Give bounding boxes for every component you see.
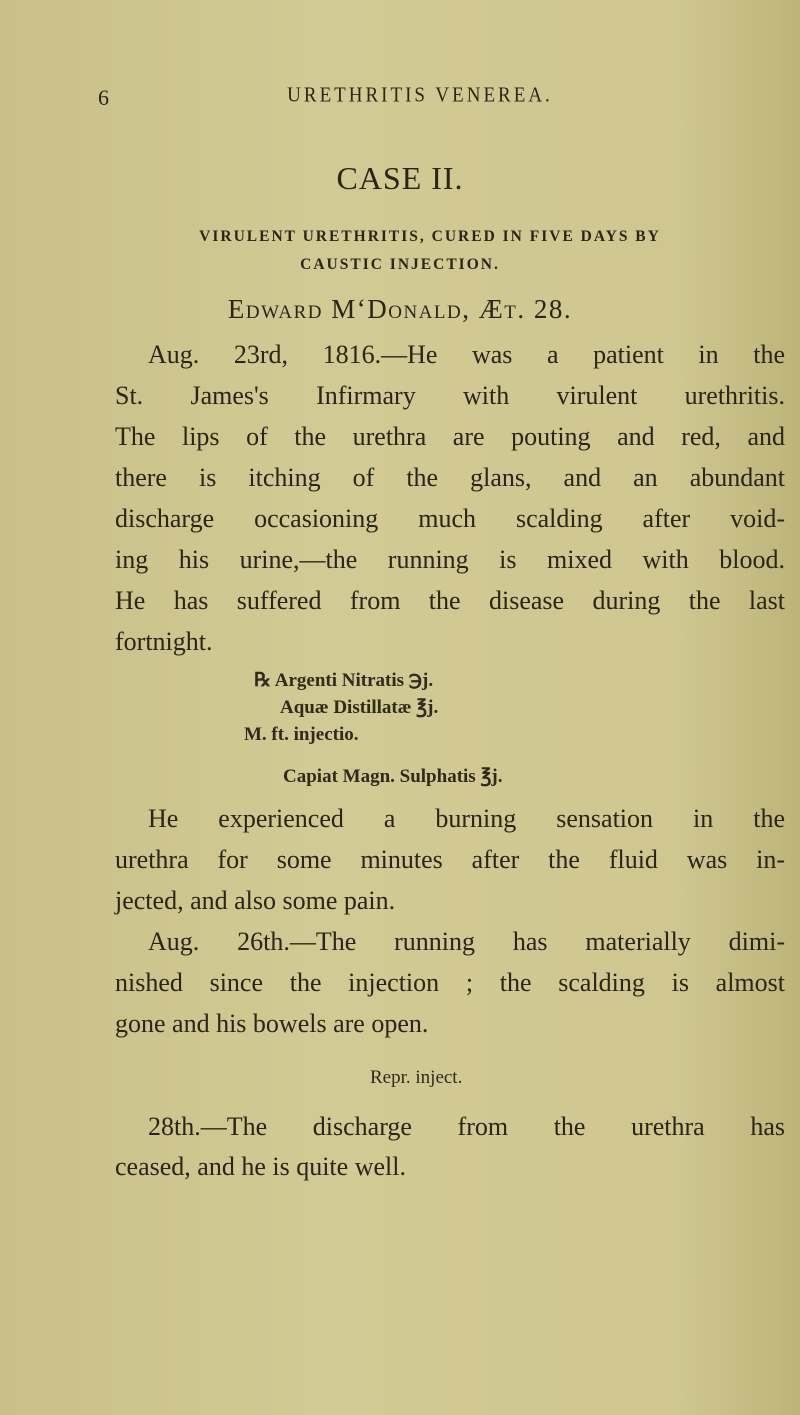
text-line: Aug. 23rd, 1816.—He was a patient in the [148, 340, 785, 369]
text-line: fortnight. [115, 627, 213, 656]
text-line: The lips of the urethra are pouting and red, and [115, 422, 785, 451]
text-line: He experienced a burning sensation in the [148, 804, 785, 833]
repeat-instruction: Repr. inject. [370, 1067, 463, 1088]
text-line: gone and his bowels are open. [115, 1009, 429, 1038]
text-line: jected, and also some pain. [115, 886, 396, 915]
text-line: urethra for some minutes after the fluid was in- [115, 845, 785, 874]
text-line: there is itching of the glans, and an abundant [115, 463, 785, 492]
text-line: He has suffered from the disease during the last [115, 586, 785, 615]
case-subtitle-line: CAUSTIC INJECTION. [300, 256, 500, 273]
text-line: nished since the injection ; the scalding is almost [115, 968, 785, 997]
prescription-line: M. ft. injectio. [244, 724, 359, 745]
prescription-line: Aquæ Distillatæ ℥j. [280, 697, 439, 718]
case-title: CASE II. [336, 160, 464, 196]
text-line: discharge occasioning much scalding after void- [115, 504, 785, 533]
text-line: ing his urine,—the running is mixed with blood. [115, 545, 785, 574]
text-line: Aug. 26th.—The running has materially dimi- [148, 927, 785, 956]
prescription-line: ℞ Argenti Nitratis ℈j. [254, 670, 434, 691]
case-subtitle-line: VIRULENT URETHRITIS, CURED IN FIVE DAYS BY [199, 228, 661, 245]
text-line: ceased, and he is quite well. [115, 1152, 406, 1181]
prescription-line: Capiat Magn. Sulphatis ℥j. [283, 766, 503, 787]
text-line: St. James's Infirmary with virulent urethritis. [115, 381, 785, 410]
running-head: URETHRITIS VENEREA. [287, 83, 553, 107]
patient-name: Edward M‘Donald, Æt. 28. [227, 294, 573, 324]
page-number: 6 [98, 85, 109, 110]
text-line: 28th.—The discharge from the urethra has [148, 1112, 785, 1141]
